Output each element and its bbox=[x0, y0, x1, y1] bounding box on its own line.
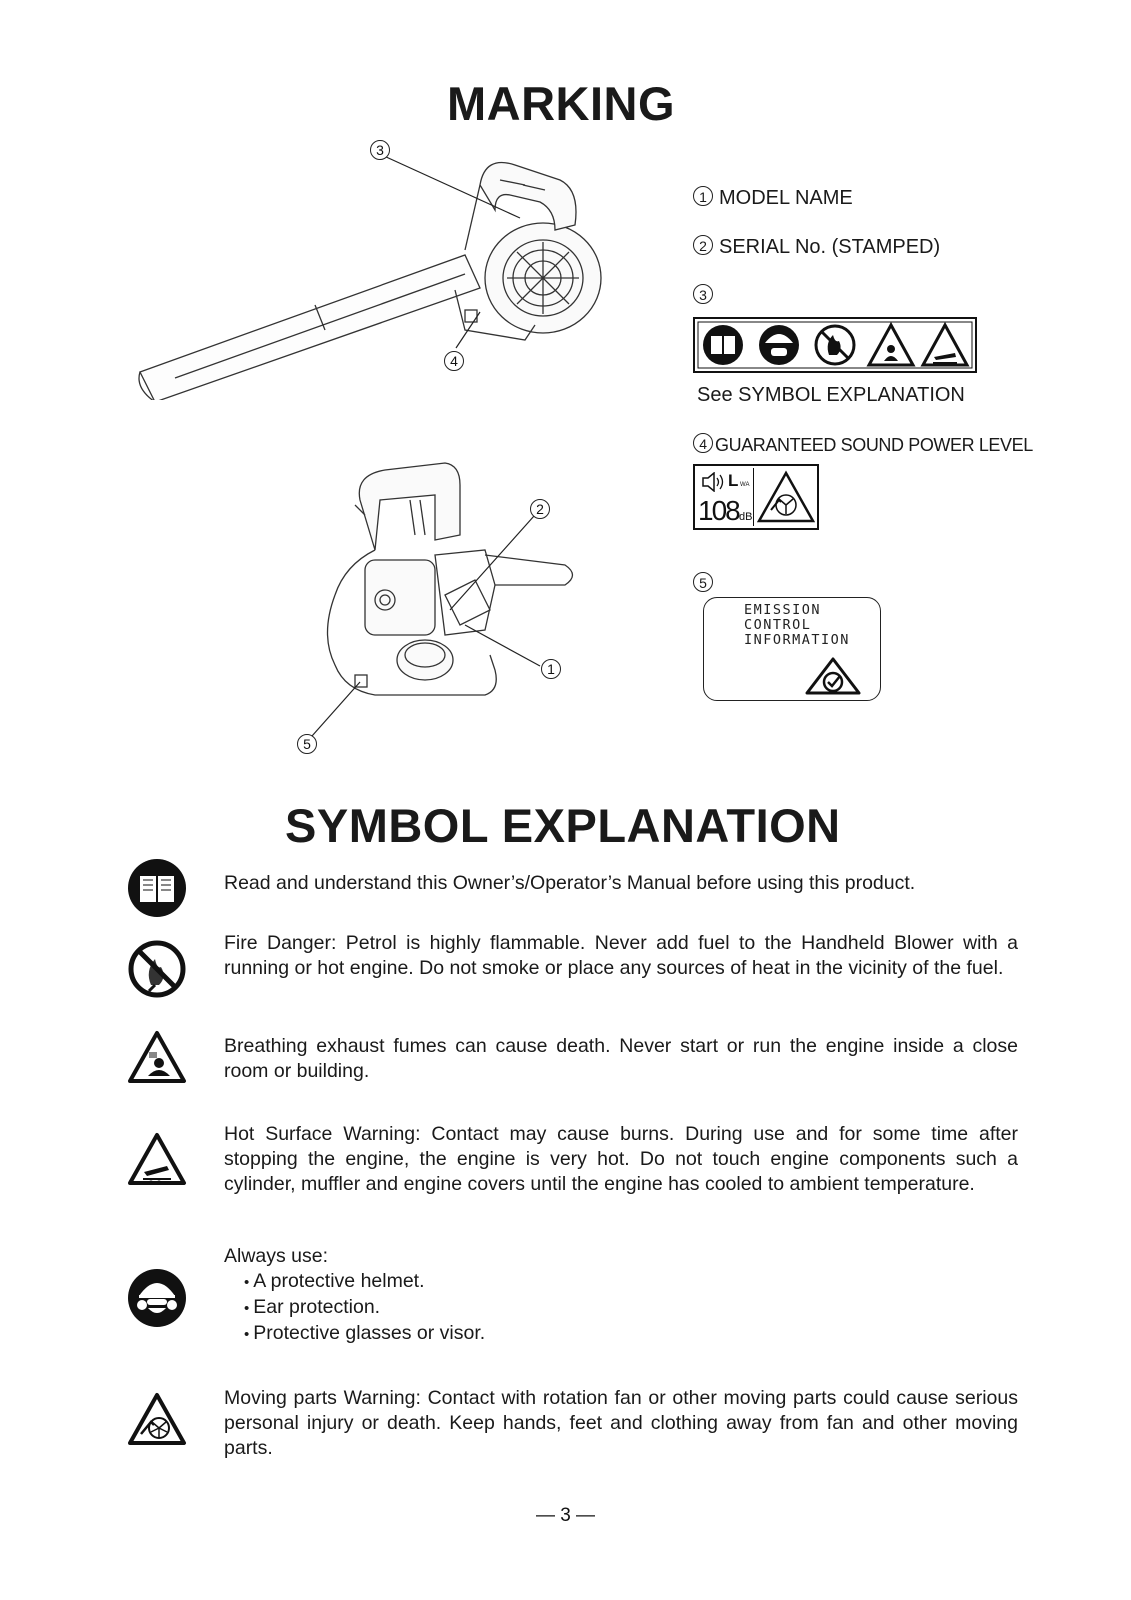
symbol-text-hot bbox=[224, 1122, 1018, 1197]
marking-title: MARKING bbox=[447, 77, 676, 130]
symbol-explanation-title: SYMBOL EXPLANATION bbox=[285, 799, 841, 852]
symbol-text-ppe bbox=[224, 1244, 1018, 1347]
emission-line-2: CONTROL bbox=[744, 617, 812, 633]
moving-text: Moving parts Warning: Contact with rotation fan or other moving parts could cause serious personal injury or death. Keep hands, feet and clothing away from fan and other moving parts. bbox=[224, 1387, 1018, 1459]
callout-4: 4 bbox=[444, 351, 464, 371]
manual-text: Read and understand this Owner’s/Operator’s Manual before using this product. bbox=[224, 872, 916, 894]
fan-warning-icon bbox=[757, 470, 815, 524]
symbol-text-fire bbox=[224, 931, 1018, 981]
helmet-ppe-icon bbox=[127, 1268, 187, 1328]
legend-number: 3 bbox=[693, 284, 713, 304]
legend-text: MODEL NAME bbox=[719, 187, 853, 209]
legend-item-3 bbox=[693, 284, 719, 308]
legend-item-4 bbox=[693, 433, 1033, 456]
symbol-text-moving bbox=[224, 1386, 1018, 1461]
exhaust-fumes-warning-icon bbox=[127, 1030, 187, 1084]
helmet-icon bbox=[759, 325, 799, 365]
callout-1: 1 bbox=[541, 659, 561, 679]
emission-line-3: INFORMATION bbox=[744, 632, 850, 648]
moving-parts-warning-icon bbox=[127, 1392, 187, 1446]
legend-text: SERIAL No. (STAMPED) bbox=[719, 236, 941, 258]
legend-number: 2 bbox=[693, 235, 713, 255]
hot-text: Hot Surface Warning: Contact may cause burns. During use and for some time after stopping the engine, the engine is very hot. Do not touch engine components such a cylinder, muffler and engine covers until the engine has cooled to ambient temperature. bbox=[224, 1123, 1018, 1195]
ppe-item: • A protective helmet. bbox=[244, 1269, 1018, 1295]
leader-lines-bottom bbox=[300, 510, 550, 740]
ppe-heading: Always use: bbox=[224, 1245, 329, 1267]
ppe-item: • Ear protection. bbox=[244, 1295, 1018, 1321]
sound-unit: dB bbox=[739, 511, 753, 523]
legend-item-5 bbox=[693, 572, 719, 596]
emission-label bbox=[703, 597, 881, 701]
fire-text: Fire Danger: Petrol is highly flammable. Never add fuel to the Handheld Blower with a running or hot engine. Do not smoke or place any sources of heat in the vicinity of the fuel. bbox=[224, 932, 1018, 979]
page-number: — 3 — bbox=[535, 1505, 596, 1526]
legend-number: 5 bbox=[693, 572, 713, 592]
sound-wa-subscript: WA bbox=[740, 482, 750, 488]
symbol-text-exhaust bbox=[224, 1034, 1018, 1084]
book-icon bbox=[703, 325, 743, 365]
sound-l-letter: L bbox=[728, 471, 739, 490]
legend-item-1 bbox=[693, 186, 853, 210]
ppe-list bbox=[224, 1269, 1018, 1347]
sound-level-panel bbox=[697, 468, 754, 526]
ppe-item: • Protective glasses or visor. bbox=[244, 1321, 1018, 1347]
legend-text: GUARANTEED SOUND POWER LEVEL bbox=[715, 435, 1033, 455]
legend-number: 4 bbox=[693, 433, 713, 453]
callout-3: 3 bbox=[370, 140, 390, 160]
speaker-icon bbox=[701, 472, 725, 492]
leader-lines-top bbox=[370, 150, 530, 370]
no-fire-icon bbox=[816, 326, 854, 364]
legend-number: 1 bbox=[693, 186, 713, 206]
rcm-compliance-icon bbox=[804, 656, 862, 696]
exhaust-text: Breathing exhaust fumes can cause death. Never start or run the engine inside a close room or building. bbox=[224, 1035, 1018, 1082]
sound-power-label bbox=[693, 464, 819, 530]
no-fire-icon bbox=[127, 939, 187, 999]
see-symbol-explanation: See SYMBOL EXPLANATION bbox=[697, 384, 965, 406]
manual-book-icon bbox=[127, 858, 187, 918]
symbol-text-manual bbox=[224, 871, 1018, 896]
sound-value: 108 bbox=[698, 495, 739, 526]
hot-surface-warning-icon bbox=[127, 1132, 187, 1186]
emission-line-1: EMISSION bbox=[744, 602, 822, 618]
emission-text bbox=[744, 603, 850, 648]
legend-item-2 bbox=[693, 235, 940, 259]
callout-2: 2 bbox=[530, 499, 550, 519]
callout-5: 5 bbox=[297, 734, 317, 754]
warning-label-strip bbox=[693, 317, 977, 373]
